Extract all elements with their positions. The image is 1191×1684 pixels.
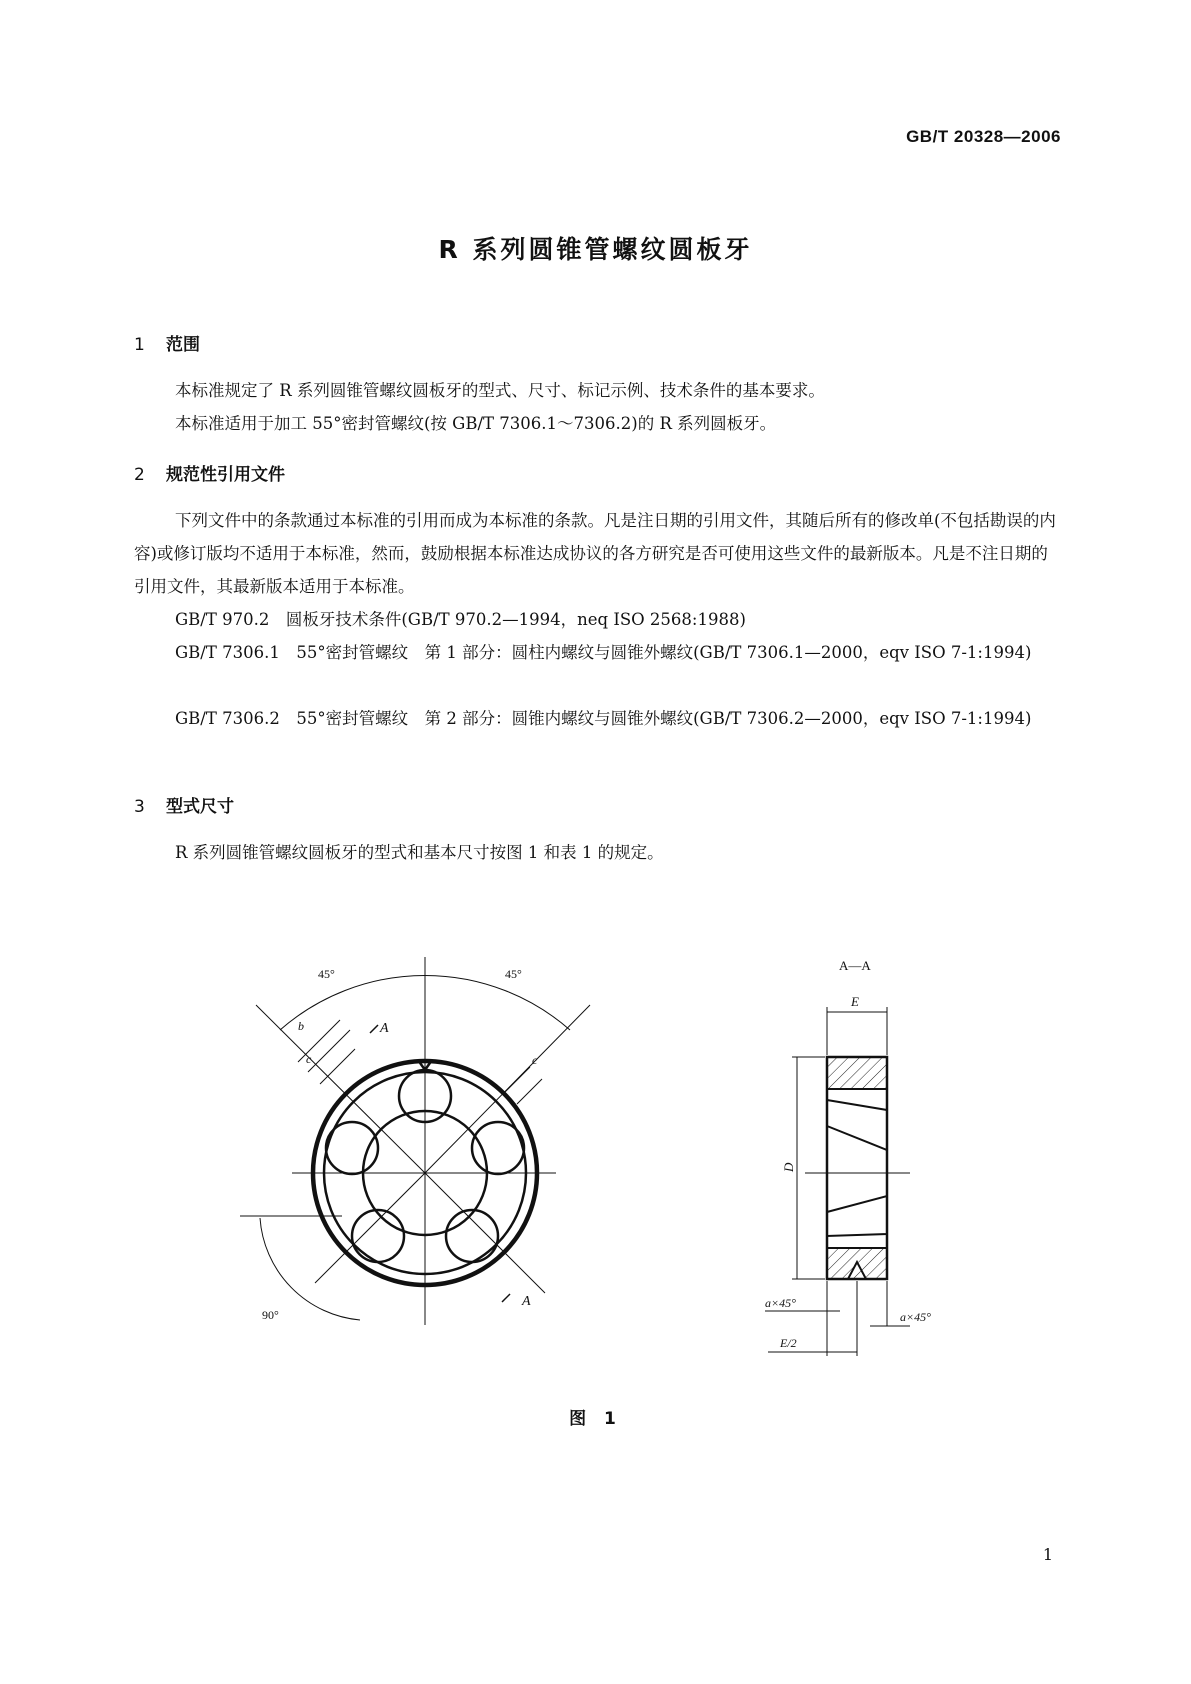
section-mark-top: A [380,1021,389,1036]
label-c-left: c [306,1052,312,1066]
label-chamfer-right: a×45° [900,1310,931,1324]
standard-number: GB/T 20328—2006 [906,127,1061,146]
section-number: 2 [134,465,145,485]
section-view-labels [765,958,931,1350]
label-E-half: E/2 [780,1336,797,1350]
label-c-right: c [532,1053,538,1067]
front-view [240,957,590,1325]
document-title: R 系列圆锥管螺纹圆板牙 [438,235,753,264]
front-view-labels [262,967,538,1322]
label-D: D [781,1162,796,1172]
page-number: 1 [1042,1545,1053,1564]
section-number: 1 [134,335,145,355]
reference-item: GB/T 7306.2 55°密封管螺纹 第 2 部分：圆锥内螺纹与圆锥外螺纹(GB/T 7306.2—2000，eqv ISO 7-1:1994) [175,709,1032,728]
section-body [827,1057,887,1279]
label-chamfer-left: a×45° [765,1296,796,1310]
paragraph: 本标准规定了 R 系列圆锥管螺纹圆板牙的型式、尺寸、标记示例、技术条件的基本要求。 [175,381,825,400]
reference-item: GB/T 7306.1 55°密封管螺纹 第 1 部分：圆柱内螺纹与圆锥外螺纹(GB/T 7306.1—2000，eqv ISO 7-1:1994) [175,643,1032,662]
section-3-heading [134,792,234,817]
section-title: 范围 [166,335,200,355]
section-number: 3 [134,797,145,817]
label-45-left: 45° [318,967,335,981]
label-45-right: 45° [505,967,522,981]
section-1-heading [134,330,200,355]
figure-1-drawing [220,950,980,1370]
label-90: 90° [262,1308,279,1322]
reference-item: GB/T 970.2 圆板牙技术条件(GB/T 970.2—1994，neq ISO 2568:1988) [175,610,746,629]
paragraph: R 系列圆锥管螺纹圆板牙的型式和基本尺寸按图 1 和表 1 的规定。 [175,843,664,862]
section-title: 规范性引用文件 [166,465,285,485]
section-title-label: A—A [839,958,871,973]
section-2-heading [134,460,285,485]
section-title: 型式尺寸 [166,797,234,817]
figure-caption: 图 1 [569,1409,622,1429]
paragraph: 下列文件中的条款通过本标准的引用而成为本标准的条款。凡是注日期的引用文件，其随后所有的修改单(不包括勘误的内容)或修订版均不适用于本标准，然而，鼓励根据本标准达成协议的各方研究是否可使用这些文件的最新版本。凡是不注日期的引用文件，其最新版本适用于本标准。 [134,511,1056,596]
paragraph: 本标准适用于加工 55°密封管螺纹(按 GB/T 7306.1～7306.2)的 R 系列圆板牙。 [175,414,777,433]
section-mark-bottom: A [522,1294,531,1309]
label-b: b [298,1019,304,1033]
label-E: E [851,994,859,1009]
